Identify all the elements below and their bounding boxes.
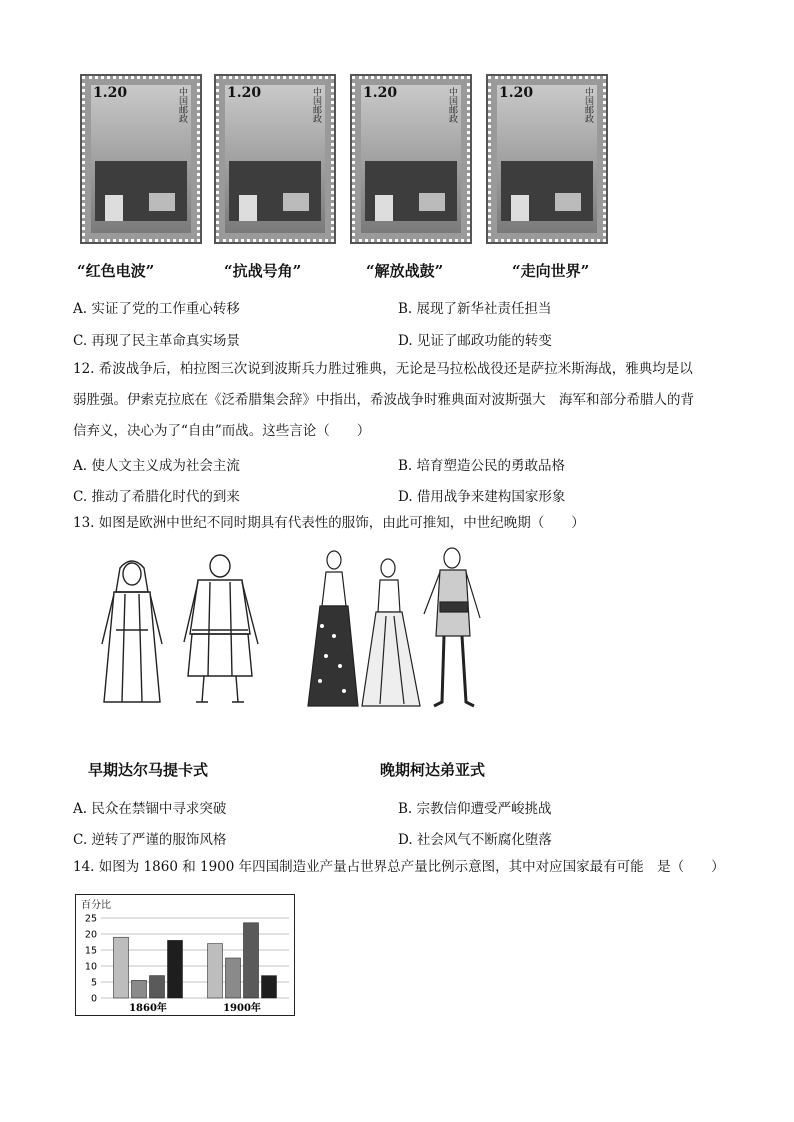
stamp-value: 1.20 <box>93 85 128 101</box>
q12-text-line-1: 12. 希波战争后，柏拉图三次说到波斯兵力胜过雅典，无论是马拉松战役还是萨拉米斯海战，雅典均是以 <box>73 361 693 377</box>
stamp-3 <box>352 76 470 242</box>
q13-text-line-1: 13. 如图是欧洲中世纪不同时期具有代表性的服饰，由此可推知，中世纪晚期（ ） <box>73 515 585 531</box>
chart-category-label: 1860年 <box>129 1003 167 1014</box>
stamp-building-image <box>501 161 593 221</box>
chart-bar <box>150 976 165 998</box>
chart-bar <box>132 980 147 998</box>
stamp-vertical-text: 中国邮政 <box>311 87 321 123</box>
chart-bar <box>226 958 241 998</box>
stamp-caption-1: “红色电波” <box>77 262 155 280</box>
early-clothing-illustration <box>92 552 268 712</box>
q14-text-line-1: 14. 如图为 1860 和 1900 年四国制造业产量占世界总产量比例示意图，其中对应国家最有可能 是（ ） <box>73 859 725 875</box>
stamp-1 <box>82 76 200 242</box>
chart-y-axis-label: 百分比 <box>81 900 111 911</box>
chart-y-tick-label: 15 <box>84 945 97 957</box>
q11-option-c: C. 再现了民主革命真实场景 <box>73 333 240 349</box>
chart-y-tick-label: 5 <box>90 977 97 989</box>
chart-y-tick-label: 0 <box>90 993 97 1005</box>
q12-text-line-2: 弱胜强。伊索克拉底在《泛希腊集会辞》中指出，希波战争时雅典面对波斯强大 海军和部分希腊人的背 <box>73 392 694 408</box>
stamp-building-image <box>95 161 187 221</box>
caption-late-style: 晚期柯达弟亚式 <box>380 761 486 779</box>
stamp-value: 1.20 <box>363 85 398 101</box>
stamp-caption-2: “抗战号角” <box>224 262 302 280</box>
chart-y-tick-label: 25 <box>84 913 97 925</box>
stamp-4 <box>488 76 606 242</box>
chart-bar <box>168 940 183 998</box>
q13-option-d: D. 社会风气不断腐化堕落 <box>398 832 552 848</box>
q12-option-a: A. 使人文主义成为社会主流 <box>73 458 240 474</box>
caption-early-style: 早期达尔马提卡式 <box>88 761 209 779</box>
stamp-caption-4: “走向世界” <box>512 262 590 280</box>
stamp-value: 1.20 <box>499 85 534 101</box>
chart-category-label: 1900年 <box>223 1003 261 1014</box>
chart-bar <box>114 937 129 998</box>
q13-option-c: C. 逆转了严谨的服饰风格 <box>73 832 227 848</box>
chart-bar <box>244 923 259 998</box>
stamp-vertical-text: 中国邮政 <box>583 87 593 123</box>
stamp-caption-3: “解放战鼓” <box>366 262 444 280</box>
stamp-building-image <box>229 161 321 221</box>
manufacturing-share-bar-chart <box>75 894 295 1016</box>
chart-y-tick-label: 10 <box>84 961 97 973</box>
chart-bar <box>262 976 277 998</box>
chart-bar <box>208 944 223 998</box>
q11-option-a: A. 实证了党的工作重心转移 <box>73 301 240 317</box>
q11-option-d: D. 见证了邮政功能的转变 <box>398 333 552 349</box>
stamp-value: 1.20 <box>227 85 262 101</box>
q13-option-b: B. 宗教信仰遭受严峻挑战 <box>398 801 552 817</box>
stamp-2 <box>216 76 334 242</box>
q12-option-c: C. 推动了希腊化时代的到来 <box>73 489 240 505</box>
stamp-building-image <box>365 161 457 221</box>
stamp-vertical-text: 中国邮政 <box>447 87 457 123</box>
late-clothing-illustration <box>300 546 500 716</box>
q12-text-line-3: 信弃义，决心为了“自由”而战。这些言论（ ） <box>73 423 371 439</box>
q13-option-a: A. 民众在禁锢中寻求突破 <box>73 801 227 817</box>
q12-option-d: D. 借用战争来建构国家形象 <box>398 489 566 505</box>
q12-option-b: B. 培育塑造公民的勇敢品格 <box>398 458 566 474</box>
q11-option-b: B. 展现了新华社责任担当 <box>398 301 552 317</box>
stamp-vertical-text: 中国邮政 <box>177 87 187 123</box>
chart-y-tick-label: 20 <box>84 929 97 941</box>
